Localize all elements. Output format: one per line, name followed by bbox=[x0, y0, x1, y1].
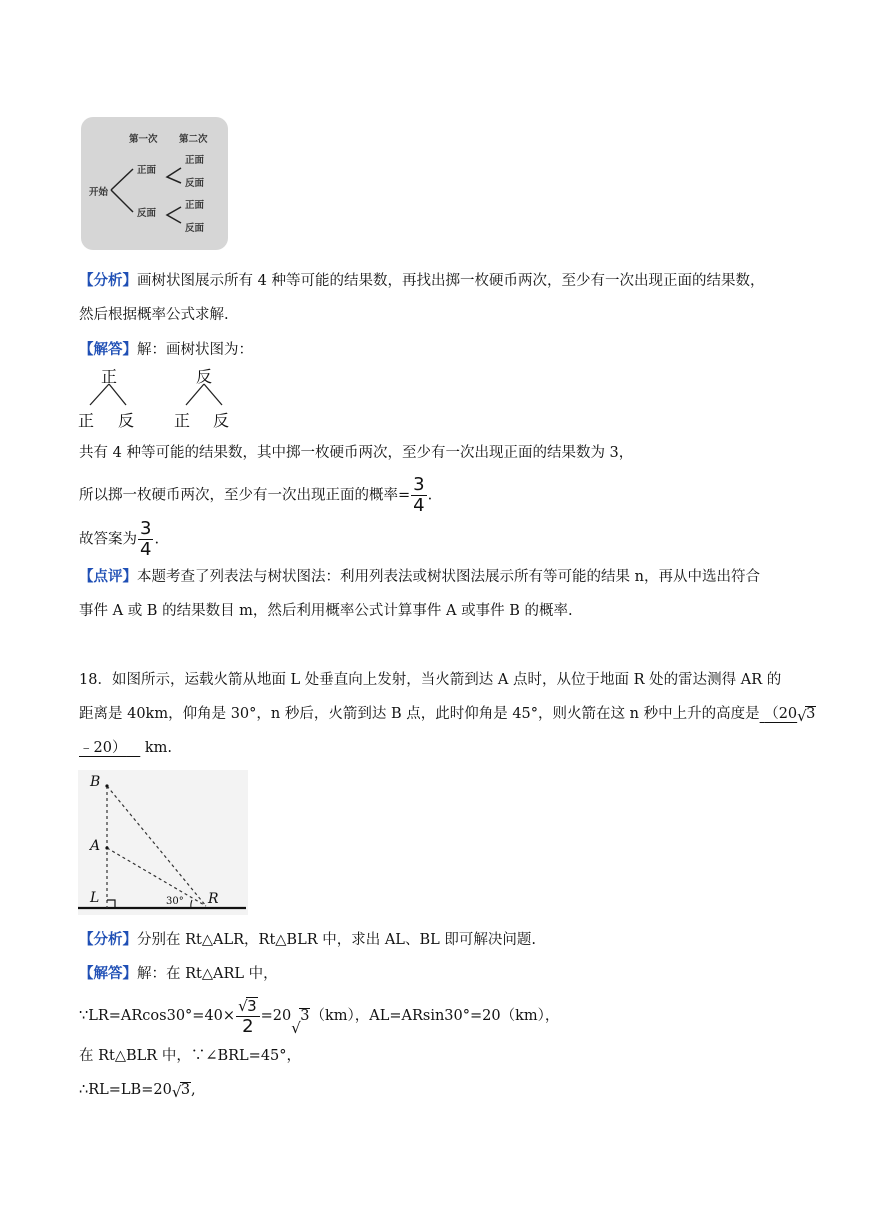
rocket-geometry-figure bbox=[78, 770, 248, 915]
tree-leaf-back-1: 反面 bbox=[185, 178, 205, 189]
tree-root-front: 正 bbox=[101, 367, 118, 386]
tree-start-label: 开始 bbox=[89, 187, 109, 198]
q17-probability-line: 所以掷一枚硬币两次，至少有一次出现正面的概率= $\frac{3}{4}$ . bbox=[79, 474, 433, 516]
sqrt3-over-2-fraction: √ 3 2 bbox=[236, 997, 260, 1036]
sqrt-symbol: √ 3 bbox=[171, 1082, 191, 1101]
tree-leaf-rl: 正 bbox=[174, 411, 191, 430]
point-L-label: L bbox=[90, 890, 100, 906]
tree-root-back: 反 bbox=[196, 367, 213, 386]
q18-analysis: 【分析】分别在 Rt△ALR，Rt△BLR 中，求出 AL、BL 即可解决问题. bbox=[79, 931, 536, 948]
tree-leaf-lr: 反 bbox=[118, 411, 135, 430]
tree-leaf-rr: 反 bbox=[213, 411, 230, 430]
coin-tree-diagram-image bbox=[81, 117, 228, 250]
angle-30-label: 30° bbox=[166, 896, 184, 907]
q17-solution-intro: 【解答】解：画树状图为： bbox=[79, 341, 253, 358]
answer-fraction: $\frac{3}{4}$ bbox=[140, 518, 152, 560]
probability-fraction: $\frac{3}{4}$ bbox=[413, 474, 425, 516]
point-A-label: A bbox=[90, 838, 101, 854]
q17-comment-line2: 事件 A 或 B 的结果数目 m，然后利用概率公式计算事件 A 或事件 B 的概率. bbox=[79, 603, 573, 619]
point-B-label: B bbox=[90, 774, 101, 790]
simple-tree-diagram bbox=[76, 362, 236, 432]
q18-solution-intro: 【解答】解：在 Rt△ARL 中， bbox=[79, 965, 278, 982]
q18-question-line2: 距离是 40km，仰角是 30°，n 秒后，火箭到达 B 点，此时仰角是 45°，则火箭在这 n 秒中上升的高度是 （20 √ 3 bbox=[79, 706, 816, 725]
header-first-toss: 第一次 bbox=[129, 134, 158, 145]
tree-bracket-upper bbox=[167, 168, 181, 183]
tree-first-front: 正面 bbox=[137, 165, 157, 176]
header-second-toss: 第二次 bbox=[179, 134, 208, 145]
q18-step1: ∵LR=ARcos30°=40× √ 3 2 =20 √ 3（km），AL=ARsin30°=20（km）， bbox=[79, 996, 560, 1037]
q17-total-outcomes: 共有 4 种等可能的结果数，其中掷一枚硬币两次，至少有一次出现正面的结果数为 3， bbox=[79, 445, 634, 461]
q18-answer-part2: ﹣20） bbox=[79, 740, 127, 756]
sqrt-symbol: √ 3 bbox=[797, 706, 816, 725]
q18-step2: 在 Rt△BLR 中，∵∠BRL=45°， bbox=[79, 1048, 302, 1064]
q17-analysis-line2: 然后根据概率公式求解. bbox=[79, 307, 229, 323]
q18-answer-part1: （20 √ 3 bbox=[764, 706, 816, 725]
q18-question-line3: ﹣20） km. bbox=[79, 740, 173, 756]
solution-tag: 【解答】 bbox=[79, 965, 137, 982]
tree-bracket-lower bbox=[167, 207, 181, 223]
tree-branch-upper bbox=[111, 169, 133, 190]
q17-answer-line: 故答案为 $\frac{3}{4}$ . bbox=[79, 518, 160, 560]
q18-question-line1: 18．如图所示，运载火箭从地面 L 处垂直向上发射，当火箭到达 A 点时，从位于地面 R 处的雷达测得 AR 的 bbox=[79, 672, 782, 688]
rocket-figure-lines bbox=[78, 770, 248, 915]
tree-leaf-back-2: 反面 bbox=[185, 223, 205, 234]
tree-leaf-front-1: 正面 bbox=[185, 155, 205, 166]
sqrt-symbol: √ 3 bbox=[291, 1008, 310, 1037]
comment-tag: 【点评】 bbox=[79, 568, 137, 585]
analysis-tag: 【分析】 bbox=[79, 931, 137, 948]
q18-step3: ∴RL=LB=20 √ 3, bbox=[79, 1082, 196, 1101]
solution-tag: 【解答】 bbox=[79, 341, 137, 358]
tree-leaf-ll: 正 bbox=[78, 411, 95, 430]
tree-branch-lower bbox=[111, 190, 133, 212]
q17-comment-line1: 【点评】本题考查了列表法与树状图法：利用列表法或树状图法展示所有等可能的结果 n，再从中选出符合 bbox=[79, 568, 760, 585]
analysis-tag: 【分析】 bbox=[79, 272, 137, 289]
tree-first-back: 反面 bbox=[137, 208, 157, 219]
q17-analysis-line1: 【分析】画树状图展示所有 4 种等可能的结果数，再找出掷一枚硬币两次，至少有一次出现正面的结果数， bbox=[79, 272, 765, 289]
point-R-label: R bbox=[208, 891, 219, 907]
tree-leaf-front-2: 正面 bbox=[185, 200, 205, 211]
